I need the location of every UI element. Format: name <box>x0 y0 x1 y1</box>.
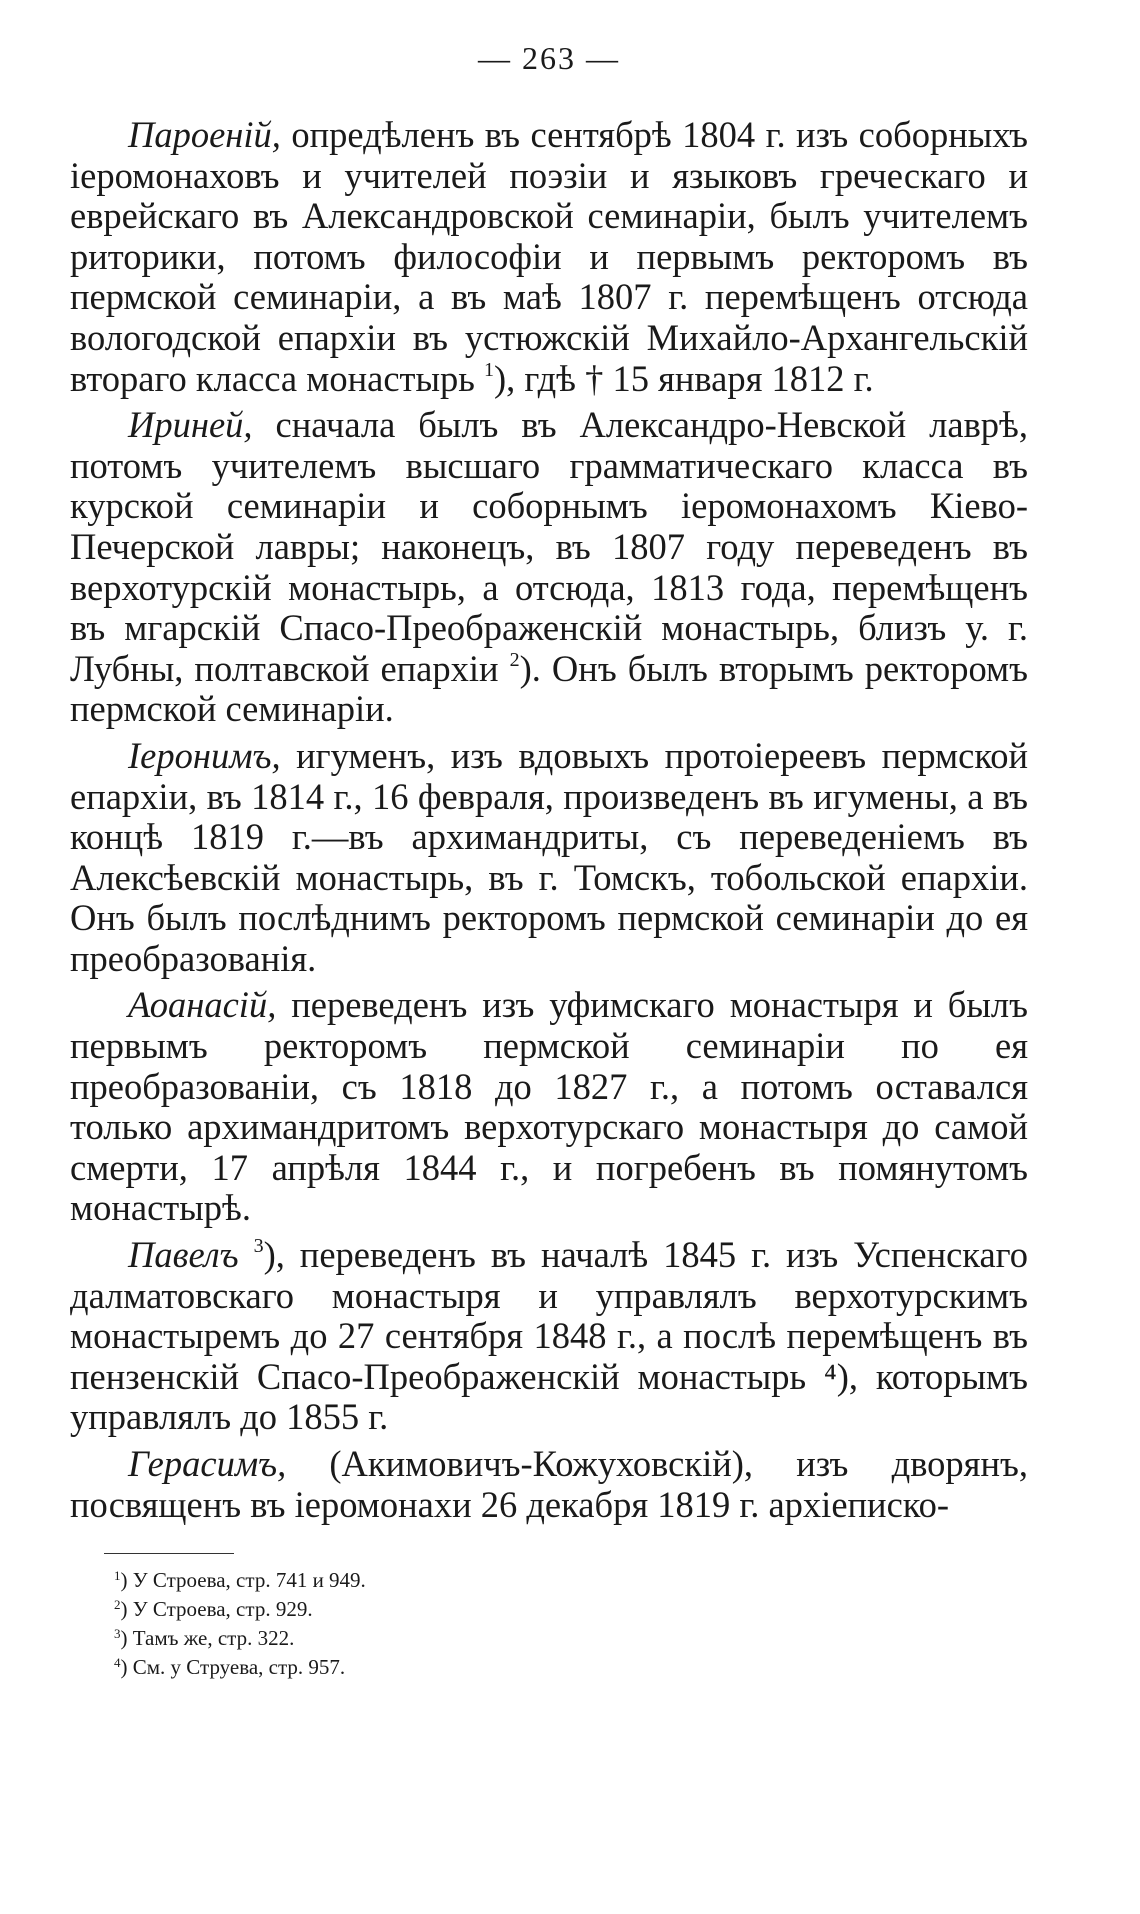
paragraph-pavel <box>70 1235 1028 1438</box>
footnote-3 <box>114 1624 1028 1653</box>
person-name: Ириней, <box>128 404 253 446</box>
paragraph-afanasiy <box>70 985 1028 1229</box>
footnote-divider <box>104 1553 234 1554</box>
footnote-mark: 3 <box>114 1626 121 1642</box>
paragraph-parfeniy <box>70 115 1028 399</box>
footnote-ref[interactable]: 2 <box>509 648 520 671</box>
footnote-mark: 1 <box>114 1568 121 1584</box>
person-name: Пароеній, <box>128 114 281 155</box>
paragraph-text-after: ), переведенъ въ началѣ 1845 г. изъ Успенскаго далматовскаго монастыря и управлялъ верхотурскимъ монастыремъ до 27 сентября 1848 г., а послѣ перемѣщенъ въ пензенскій Спасо-Преображенскій монастырь ⁴), которымъ управлялъ до 1855 г. <box>70 1234 1028 1438</box>
paragraph-text-after: ). Онъ былъ вторымъ ректоромъ пермской семинаріи. <box>70 647 1028 730</box>
person-name: Іеронимъ, <box>128 734 281 776</box>
page <box>70 40 1028 1682</box>
person-name: Герасимъ, <box>128 1443 287 1484</box>
paragraph-text: переведенъ изъ уфимскаго монастыря и былъ первымъ ректоромъ пермской семинаріи по ея преобразованіи, съ 1818 до 1827 г., а потомъ оставался только архимандритомъ верхотурскаго монастыря до самой смерти, 17 апрѣля 1844 г., и погребенъ въ помянутомъ монастырѣ. <box>70 984 1028 1229</box>
paragraph-text <box>239 1234 254 1275</box>
footnote-text: ) См. у Струева, стр. 957. <box>120 1655 346 1680</box>
paragraph-ieronim <box>70 736 1028 980</box>
paragraph-iriney <box>70 405 1028 730</box>
paragraph-gerasim <box>70 1444 1028 1525</box>
person-name: Павелъ <box>128 1234 239 1276</box>
footnote-4 <box>114 1653 1028 1682</box>
footnotes <box>114 1566 1028 1682</box>
footnote-mark: 2 <box>114 1597 121 1613</box>
paragraph-text-after: ), гдѣ † 15 января 1812 г. <box>494 357 874 399</box>
footnote-2 <box>114 1595 1028 1624</box>
paragraph-text: (Акимовичъ-Кожуховскій), изъ дворянъ, посвященъ въ іеромонахи 26 декабря 1819 г. архіеписко- <box>70 1443 1028 1525</box>
footnote-text: ) У Строева, стр. 929. <box>120 1597 313 1622</box>
paragraph-text: сначала былъ въ Александро-Невской лаврѣ, потомъ учителемъ высшаго грамматическаго класса въ курской семинаріи и соборнымъ іеромонахомъ Кіево-Печерской лавры; наконецъ, въ 1807 году переведенъ въ верхотурскій монастырь, а отсюда, 1813 года, перемѣщенъ въ мгарскій Спасо-Преображенскій монастырь, близъ у. г. Лубны, полтавской епархіи <box>70 404 1028 689</box>
footnote-mark: 4 <box>114 1655 121 1671</box>
page-number: — 263 — <box>478 40 620 76</box>
footnote-text: ) Тамъ же, стр. 322. <box>120 1626 295 1651</box>
footnote-1 <box>114 1566 1028 1595</box>
footnote-text: ) У Строева, стр. 741 и 949. <box>120 1568 366 1593</box>
footnote-ref[interactable]: 3 <box>253 1235 264 1258</box>
paragraph-text: игуменъ, изъ вдовыхъ протоіереевъ пермской епархіи, въ 1814 г., 16 февраля, произведенъ въ игумены, а въ концѣ 1819 г.—въ архимандриты, съ переведеніемъ въ Алексѣевскій монастырь, въ г. Томскъ, тобольской епархіи. Онъ былъ послѣднимъ ректоромъ пермской семинаріи до ея преобразованія. <box>70 734 1028 979</box>
footnote-ref[interactable]: 1 <box>484 358 495 381</box>
person-name: Аоанасій, <box>128 984 277 1026</box>
paragraph-text: опредѣленъ въ сентябрѣ 1804 г. изъ соборныхъ іеромонаховъ и учителей поэзіи и языковъ греческаго и еврейскаго въ Александровской семинаріи, былъ учителемъ риторики, потомъ философіи и первымъ ректоромъ въ пермской семинаріи, а въ маѣ 1807 г. перемѣщенъ отсюда вологодской епархіи въ устюжскій Михайло-Архангельскій втораго класса монастырь <box>70 114 1028 399</box>
